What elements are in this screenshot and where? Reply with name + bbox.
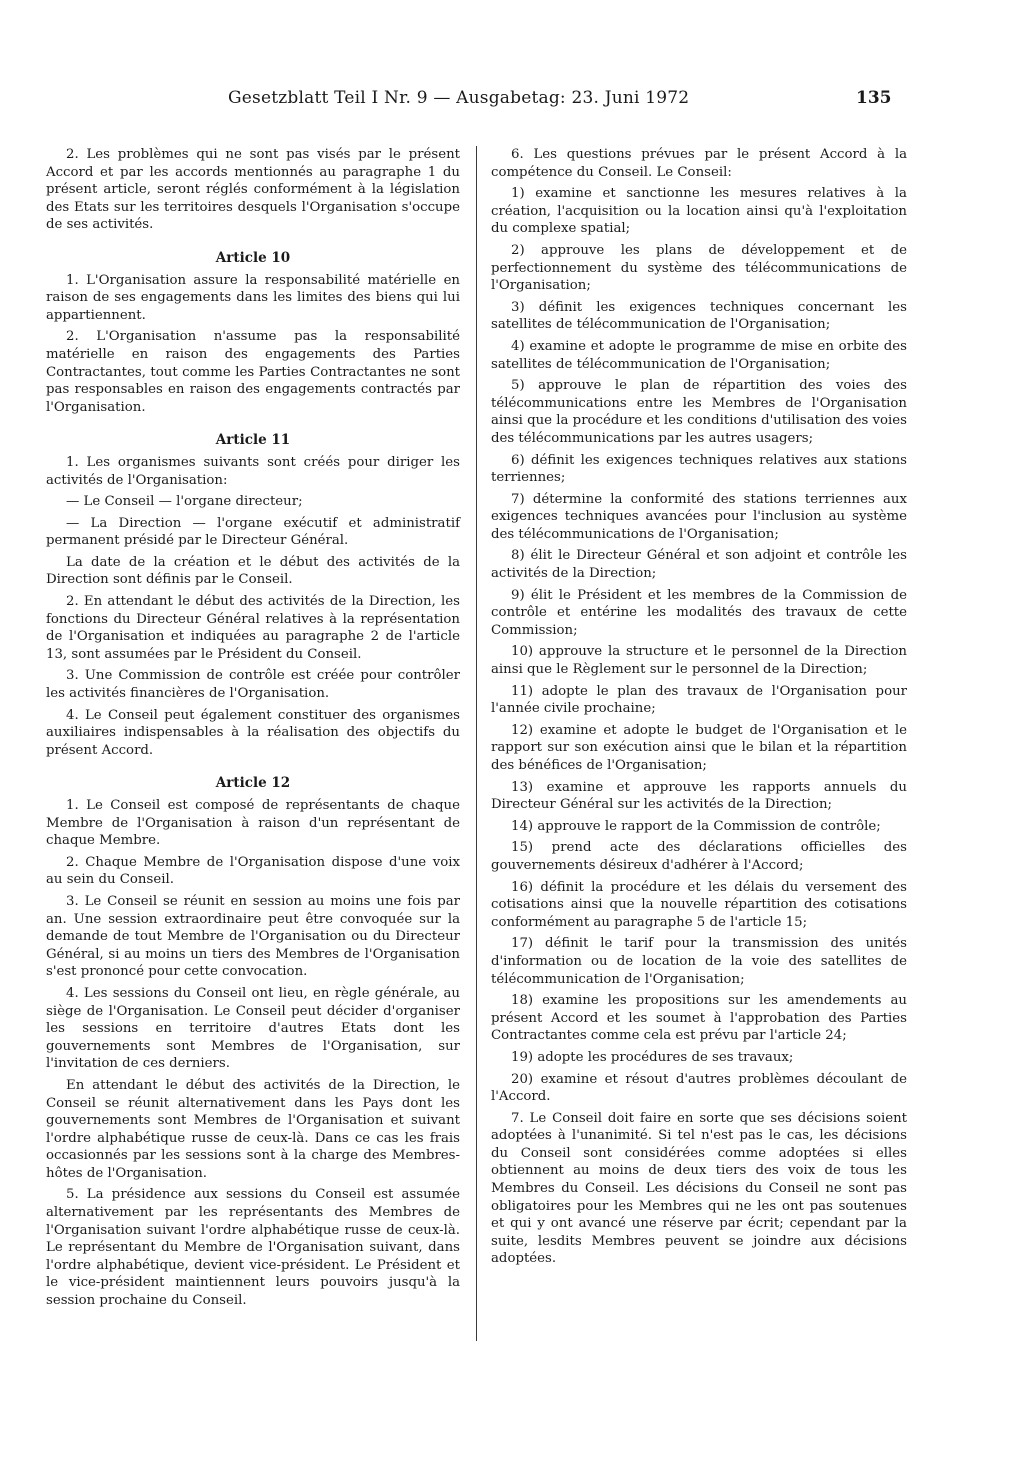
paragraph: 4. Les sessions du Conseil ont lieu, en règle générale, au siège de l'Organisation. Le Conseil peut décider d'organiser les sessions en territoire d'autres Etats dont les gouvernements sont Membres de l'Organisation, sur l'invitation de ces derniers. [46,985,460,1072]
council-duty-item: 13) examine et approuve les rapports annuels du Directeur Général sur les activités de la Direction; [491,779,907,813]
article-10-heading: Article 10 [215,249,291,266]
council-duty-item: 20) examine et résout d'autres problèmes découlant de l'Accord. [491,1071,907,1105]
council-duty-item: 2) approuve les plans de développement et de perfectionnement du système des télécommunications de l'Organisation; [491,242,907,294]
paragraph: 3. Une Commission de contrôle est créée pour contrôler les activités financières de l'Organisation. [46,668,460,702]
council-duty-item: 6) définit les exigences techniques relatives aux stations terriennes; [491,452,907,486]
paragraph: — La Direction — l'organe exécutif et administratif permanent présidé par le Directeur Général. [46,515,460,549]
council-duty-item: 3) définit les exigences techniques concernant les satellites de télécommunication de l'Organisation; [491,299,907,333]
article-12-heading: Article 12 [215,775,291,792]
council-duty-item: 4) examine et adopte le programme de mise en orbite des satellites de télécommunication de l'Organisation; [491,338,907,372]
page-header [0,88,1024,118]
paragraph: 1. Les organismes suivants sont créés pour diriger les activités de l'Organisation: [46,454,460,488]
council-duty-item: 19) adopte les procédures de ses travaux; [511,1049,794,1065]
council-duty-item: 8) élit le Directeur Général et son adjoint et contrôle les activités de la Direction; [491,548,907,582]
council-duty-item: 14) approuve le rapport de la Commission de contrôle; [511,818,881,834]
council-duty-item: 9) élit le Président et les membres de la Commission de contrôle et entérine les modalités des travaux de cette Commission; [491,587,907,638]
paragraph: 6. Les questions prévues par le présent Accord à la compétence du Conseil. Le Conseil: [491,147,907,180]
paragraph: 5. La présidence aux sessions du Conseil est assumée alternativement par les représentants des Membres de l'Organisation suivant l'ordre alphabétique russe de ceux-là. Le représentant du Membre de l'Organisation suivant, dans l'ordre alphabétique, devient vice-président. Le Président et le vice-président maintiennent leurs pouvoirs jusqu'à la session prochaine du Conseil. [46,1187,460,1309]
page-number: 135 [856,88,892,108]
council-duty-item: 7) détermine la conformité des stations terriennes aux exigences techniques avancées pour l'inclusion au système des télécommunications de l'Organisation; [491,491,907,542]
council-duty-item: 18) examine les propositions sur les amendements au présent Accord et les soumet à l'approbation des Parties Contractantes comme cela est prévu par l'article 24; [491,993,907,1044]
council-duty-item: 17) définit le tarif pour la transmission des unités d'information ou de location de la voie des satellites de télécommunication de l'Organisation; [491,936,907,987]
council-duty-item: 10) approuve la structure et le personnel de la Direction ainsi que le Règlement sur le personnel de la Direction; [491,644,907,678]
council-duty-item: 16) définit la procédure et les délais du versement des cotisations ainsi que la nouvelle répartition des cotisations conformément au paragraphe 5 de l'article 15; [491,879,907,930]
council-duty-item: 15) prend acte des déclarations officielles des gouvernements désireux d'adhérer à l'Accord; [491,840,907,873]
council-duty-item: 5) approuve le plan de répartition des voies des télécommunications entre les Membres de l'Organisation ainsi que la procédure et les conditions d'utilisation des voies des télécommunications par les autres usagers; [491,378,907,446]
paragraph: 2. En attendant le début des activités de la Direction, les fonctions du Directeur Général relatives à la représentation de l'Organisation et indiquées au paragraphe 2 de l'article 13, sont assumées par le Président du Conseil. [46,594,460,662]
paragraph: La date de la création et le début des activités de la Direction sont définis par le Conseil. [46,554,460,588]
paragraph: 1. Le Conseil est composé de représentants de chaque Membre de l'Organisation à raison d'un représentant de chaque Membre. [46,798,460,849]
council-duty-item: 1) examine et sanctionne les mesures relatives à la création, l'acquisition ou la location ainsi qu'à l'exploitation du complexe spatial; [491,186,907,237]
paragraph: — Le Conseil — l'organe directeur; [66,494,303,510]
article-11-heading: Article 11 [215,432,291,449]
council-duty-item: 11) adopte le plan des travaux de l'Organisation pour l'année civile prochaine; [491,683,907,717]
left-column [46,146,460,1314]
paragraph: 2. Chaque Membre de l'Organisation dispose d'une voix au sein du Conseil. [46,854,460,888]
paragraph: 2. Les problèmes qui ne sont pas visés par le présent Accord et par les accords mentionnés au paragraphe 1 du présent article, seront réglés conformément à la législation des Etats sur les territoires desquels l'Organisation s'occupe de ses activités. [46,147,460,233]
paragraph: 4. Le Conseil peut également constituer des organismes auxiliaires indispensables à la réalisation des objectifs du présent Accord. [46,707,460,758]
column-divider [476,146,477,1341]
paragraph: 2. L'Organisation n'assume pas la responsabilité matérielle en raison des engagements des Parties Contractantes, tout comme les Parties Contractantes ne sont pas responsables en raison des engagements contractés par l'Organisation. [46,329,460,415]
paragraph: 3. Le Conseil se réunit en session au moins une fois par an. Une session extraordinaire peut être convoquée sur la demande de tout Membre de l'Organisation ou du Directeur Général, si au moins un tiers des Membres de l'Organisation s'est prononcé pour cette convocation. [46,893,460,980]
gazette-title: Gesetzblatt Teil I Nr. 9 — Ausgabetag: 23. Juni 1972 [228,88,690,108]
paragraph: 7. Le Conseil doit faire en sorte que ses décisions soient adoptées à l'unanimité. Si tel n'est pas le cas, les décisions du Conseil sont considérées comme adoptées si elles obtiennent au moins de deux tiers des voix de tous les Membres du Conseil. Les décisions du Conseil ne sont pas obligatoires pour les Membres qui ne les ont pas soutenues et qui y ont avancé une réserve par écrit; cependant par la suite, lesdits Membres peuvent se joindre aux décisions adoptées. [491,1110,907,1267]
paragraph: En attendant le début des activités de la Direction, le Conseil se réunit alternativement dans les Pays dont les gouvernements sont Membres de l'Organisation et suivant l'ordre alphabétique russe de ceux-là. Dans ce cas les frais occasionnés par les sessions sont à la charge des Membres-hôtes de l'Organisation. [46,1077,460,1181]
right-column [491,146,907,1272]
paragraph: 1. L'Organisation assure la responsabilité matérielle en raison de ses engagements dans les limites des biens qui lui appartiennent. [46,272,460,323]
council-duty-item: 12) examine et adopte le budget de l'Organisation et le rapport sur son exécution ainsi que le bilan et la répartition des bénéfices de l'Organisation; [491,722,907,773]
